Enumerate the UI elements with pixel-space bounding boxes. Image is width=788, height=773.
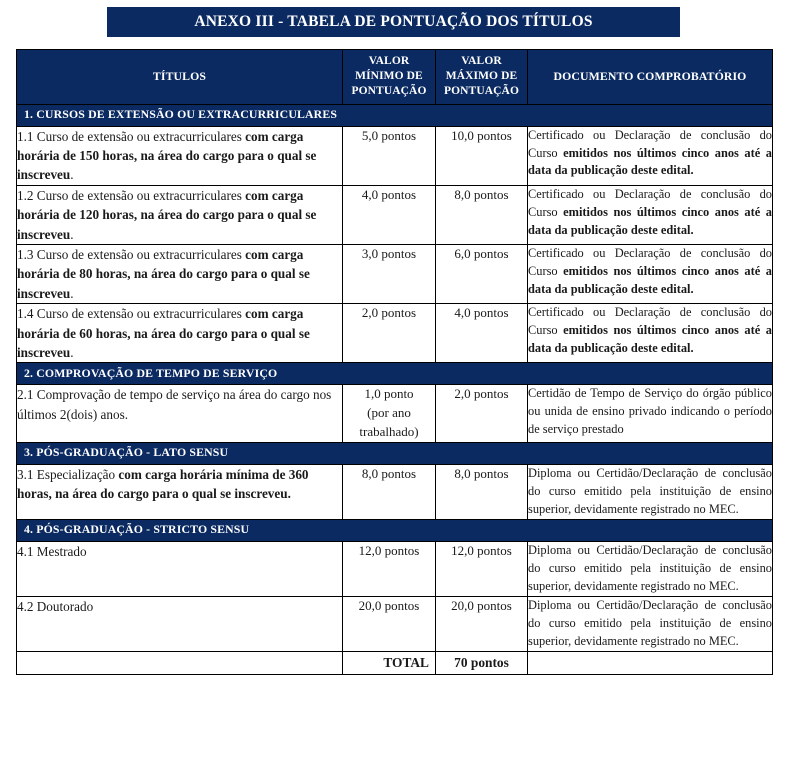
- doc-plain: Certificado ou Declaração de conclusão do Curso: [528, 127, 772, 160]
- column-header-valor-maximo-line3: PONTUAÇÃO: [443, 85, 519, 98]
- section-header-row: [17, 363, 773, 385]
- row-valor-maximo: 12,0 pontos: [436, 541, 528, 596]
- row-valor-maximo: 8,0 pontos: [436, 185, 528, 244]
- desc-plain-tail: .: [70, 167, 74, 183]
- desc-plain: 1.3 Curso de extensão ou extracurriculares: [17, 246, 246, 262]
- column-header-documento: DOCUMENTO COMPROBATÓRIO: [528, 50, 773, 105]
- column-header-valor-maximo-line2: MÁXIMO DE: [445, 70, 518, 83]
- section-header-row: [17, 519, 773, 541]
- column-header-valor-minimo-line3: PONTUAÇÃO: [351, 85, 427, 98]
- row-documento: Diploma ou Certidão/Declaração de conclusão do curso emitido pela instituição de ensino superior, devidamente registrado no MEC.: [528, 596, 773, 651]
- page-title: ANEXO III - TABELA DE PONTUAÇÃO DOS TÍTULOS: [194, 13, 593, 30]
- doc-emphasis: emitidos nos últimos cinco anos até a data da publicação deste edital.: [528, 204, 772, 237]
- row-documento: [528, 304, 773, 363]
- document-title-banner: [107, 7, 680, 37]
- column-header-valor-minimo: [343, 50, 436, 105]
- table-row: [17, 385, 773, 443]
- row-description: [17, 126, 343, 185]
- table-row: [17, 596, 773, 651]
- row-description: [17, 304, 343, 363]
- table-row: [17, 244, 773, 303]
- row-valor-minimo: 4,0 pontos: [343, 185, 436, 244]
- row-valor-minimo: 5,0 pontos: [343, 126, 436, 185]
- table-row: [17, 304, 773, 363]
- row-valor-maximo: 8,0 pontos: [436, 464, 528, 519]
- total-label: TOTAL: [343, 651, 436, 674]
- row-valor-maximo: 2,0 pontos: [436, 385, 528, 443]
- row-documento: [528, 126, 773, 185]
- table-header-row: [17, 50, 773, 105]
- desc-emphasis: com carga horária de 150 horas, na área do cargo para o qual se inscreveu: [17, 128, 317, 183]
- total-blank-right: [528, 651, 773, 674]
- doc-emphasis: emitidos nos últimos cinco anos até a data da publicação deste edital.: [528, 323, 772, 356]
- row-documento: [528, 244, 773, 303]
- row-valor-maximo: 6,0 pontos: [436, 244, 528, 303]
- table-row: [17, 126, 773, 185]
- row-documento: [528, 185, 773, 244]
- desc-plain: 1.1 Curso de extensão ou extracurriculares: [17, 128, 246, 144]
- valor-minimo-line2: (por ano: [367, 405, 411, 421]
- row-description: 2.1 Comprovação de tempo de serviço na área do cargo nos últimos 2(dois) anos.: [17, 385, 343, 443]
- row-valor-minimo: 8,0 pontos: [343, 464, 436, 519]
- row-valor-maximo: 4,0 pontos: [436, 304, 528, 363]
- desc-plain: 1.2 Curso de extensão ou extracurriculares: [17, 187, 246, 203]
- doc-emphasis: emitidos nos últimos cinco anos até a data da publicação deste edital.: [528, 263, 772, 296]
- desc-plain-tail: .: [70, 285, 74, 301]
- total-blank-left: [17, 651, 343, 674]
- row-description: [17, 244, 343, 303]
- row-valor-minimo: 12,0 pontos: [343, 541, 436, 596]
- table-row: [17, 541, 773, 596]
- desc-plain: 1.4 Curso de extensão ou extracurriculares: [17, 306, 246, 322]
- desc-emphasis: com carga horária de 60 horas, na área do cargo para o qual se inscreveu: [17, 306, 310, 360]
- desc-emphasis: com carga horária de 120 horas, na área do cargo para o qual se inscreveu: [17, 187, 317, 242]
- column-header-valor-maximo-line1: VALOR: [461, 55, 502, 67]
- section-heading-3: 3. PÓS-GRADUAÇÃO - LATO SENSU: [17, 442, 773, 464]
- column-header-valor-minimo-line2: MÍNIMO DE: [355, 70, 423, 83]
- row-valor-minimo: 2,0 pontos: [343, 304, 436, 363]
- doc-plain: Certificado ou Declaração de conclusão do Curso: [528, 245, 772, 278]
- row-valor-minimo: 3,0 pontos: [343, 244, 436, 303]
- scoring-table-container: [16, 49, 772, 675]
- doc-plain: Certificado ou Declaração de conclusão do Curso: [528, 305, 772, 338]
- row-valor-minimo: 20,0 pontos: [343, 596, 436, 651]
- table-row: [17, 185, 773, 244]
- desc-emphasis: com carga horária mínima de 360 horas, na área do cargo para o qual se inscreveu.: [17, 466, 309, 502]
- section-heading-2: 2. COMPROVAÇÃO DE TEMPO DE SERVIÇO: [17, 363, 773, 385]
- valor-minimo-line3: trabalhado): [359, 424, 419, 440]
- row-description: [17, 464, 343, 519]
- row-description: [17, 185, 343, 244]
- valor-minimo-line1: 1,0 ponto: [364, 386, 414, 402]
- row-valor-maximo: 10,0 pontos: [436, 126, 528, 185]
- section-heading-1: 1. CURSOS DE EXTENSÃO OU EXTRACURRICULARES: [17, 104, 773, 126]
- desc-plain: 3.1 Especialização: [17, 466, 119, 482]
- desc-plain-tail: .: [70, 226, 74, 242]
- column-header-valor-minimo-line1: VALOR: [368, 55, 410, 67]
- row-documento: Diploma ou Certidão/Declaração de conclusão do curso emitido pela instituição de ensino superior, devidamente registrado no MEC.: [528, 541, 773, 596]
- doc-emphasis: emitidos nos últimos cinco anos até a data da publicação deste edital.: [528, 145, 772, 178]
- row-description: 4.2 Doutorado: [17, 596, 343, 651]
- table-row: [17, 464, 773, 519]
- scoring-table: [16, 49, 773, 675]
- column-header-valor-maximo: [436, 50, 528, 105]
- row-documento: Certidão de Tempo de Serviço do órgão público ou unida de ensino privado indicando o período de serviço prestado: [528, 385, 773, 443]
- row-description: 4.1 Mestrado: [17, 541, 343, 596]
- row-documento: Diploma ou Certidão/Declaração de conclusão do curso emitido pela instituição de ensino superior, devidamente registrado no MEC.: [528, 464, 773, 519]
- row-valor-maximo: 20,0 pontos: [436, 596, 528, 651]
- desc-plain-tail: .: [70, 344, 74, 360]
- column-header-titulos: TÍTULOS: [17, 50, 343, 105]
- doc-plain: Certificado ou Declaração de conclusão do Curso: [528, 186, 772, 219]
- row-valor-minimo: [343, 385, 436, 443]
- section-header-row: [17, 104, 773, 126]
- total-row: [17, 651, 773, 674]
- section-header-row: [17, 442, 773, 464]
- section-heading-4: 4. PÓS-GRADUAÇÃO - STRICTO SENSU: [17, 519, 773, 541]
- total-value: 70 pontos: [436, 651, 528, 674]
- desc-emphasis: com carga horária de 80 horas, na área do cargo para o qual se inscreveu: [17, 246, 310, 301]
